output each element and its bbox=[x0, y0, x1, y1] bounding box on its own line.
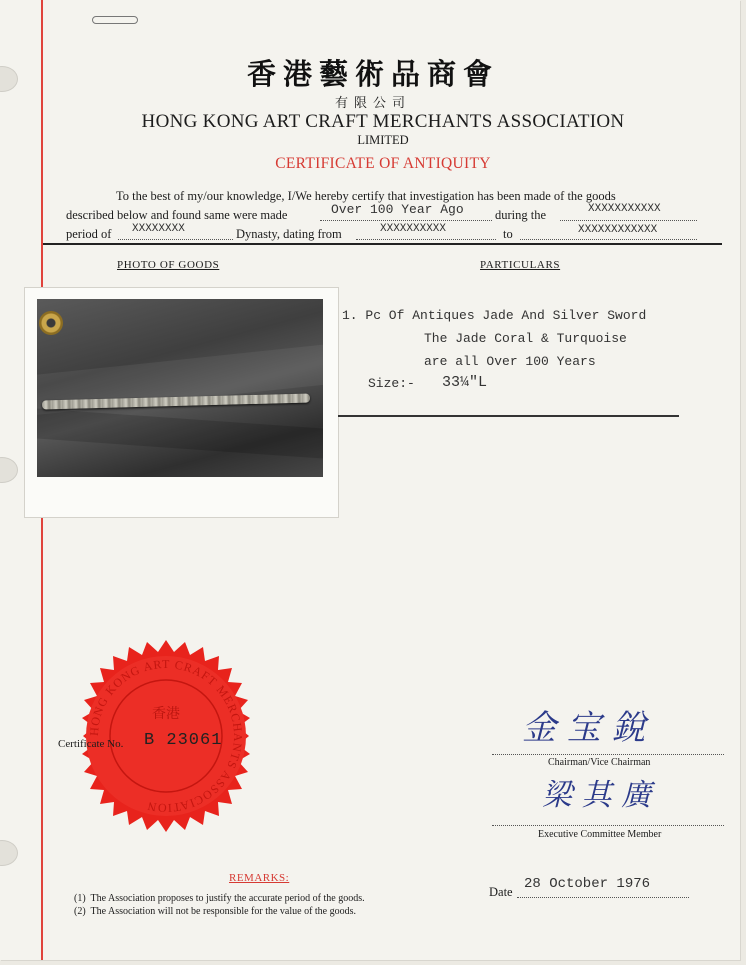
remark-number: (1) bbox=[74, 893, 86, 904]
period-field-line bbox=[118, 239, 233, 240]
statement-line-2-during: during the bbox=[495, 208, 547, 222]
chairman-signature-line bbox=[492, 754, 724, 755]
remark-number: (2) bbox=[74, 906, 86, 917]
statement-line-3-prefix: period of bbox=[66, 227, 112, 241]
to-field-line bbox=[520, 239, 697, 240]
from-field-line bbox=[356, 239, 496, 240]
seal-ring-text: HONG KONG ART CRAFT MERCHANTS ASSOCIATION bbox=[86, 656, 246, 816]
period-value: XXXXXXXX bbox=[132, 223, 185, 235]
made-value: Over 100 Year Ago bbox=[331, 202, 464, 217]
date-label: Date bbox=[489, 885, 513, 899]
statement-line-2-prefix: described below and found same were made bbox=[66, 208, 288, 222]
seal-center-text: 香港 bbox=[152, 706, 180, 722]
particulars-heading: PARTICULARS bbox=[480, 259, 561, 271]
particulars-line-3: are all Over 100 Years bbox=[424, 354, 596, 369]
statement-line-1: To the best of my/our knowledge, I/We hereby certify that investigation has been made of the goods bbox=[116, 189, 616, 203]
remark-item bbox=[74, 893, 365, 904]
chinese-title: 香港藝術品商會 bbox=[246, 57, 499, 91]
photo-heading: PHOTO OF GOODS bbox=[117, 259, 220, 271]
chairman-title: Chairman/Vice Chairman bbox=[548, 757, 651, 768]
goods-photo bbox=[37, 299, 323, 477]
remark-item bbox=[74, 906, 356, 917]
from-value: XXXXXXXXXX bbox=[380, 223, 447, 235]
remark-text: The Association will not be responsible for the value of the goods. bbox=[90, 906, 357, 917]
statement-line-3-dynasty: Dynasty, dating from bbox=[236, 227, 342, 241]
association-name: HONG KONG ART CRAFT MERCHANTS ASSOCIATION bbox=[141, 111, 625, 132]
chinese-subtitle: 有限公司 bbox=[334, 96, 411, 111]
made-field-line bbox=[320, 220, 492, 221]
certificate-title: CERTIFICATE OF ANTIQUITY bbox=[275, 155, 491, 172]
remarks-title: REMARKS: bbox=[229, 872, 290, 884]
statement-line-3-to: to bbox=[503, 227, 513, 241]
punch-hole bbox=[0, 457, 18, 483]
cloth-fold bbox=[37, 408, 323, 460]
remark-text: The Association proposes to justify the accurate period of the goods. bbox=[90, 893, 365, 904]
certificate-number-label: Certificate No. bbox=[58, 738, 124, 750]
to-value: XXXXXXXXXXXX bbox=[578, 224, 658, 236]
size-value: 33¼"L bbox=[442, 374, 488, 391]
during-field-line bbox=[560, 220, 697, 221]
certificate-number: B 23061 bbox=[144, 731, 223, 750]
member-signature-line bbox=[492, 825, 724, 826]
punch-hole bbox=[0, 840, 18, 866]
member-title: Executive Committee Member bbox=[538, 829, 662, 840]
date-field-line bbox=[517, 897, 689, 898]
grommet-icon bbox=[39, 311, 63, 335]
section-divider bbox=[43, 243, 722, 245]
chairman-signature: 金 宝 銳 bbox=[522, 708, 646, 748]
size-label: Size:- bbox=[368, 376, 415, 391]
particulars-line-1: 1. Pc Of Antiques Jade And Silver Sword bbox=[342, 308, 647, 323]
date-value: 28 October 1976 bbox=[524, 876, 651, 892]
particulars-line-2: The Jade Coral & Turquoise bbox=[424, 331, 627, 346]
member-signature: 梁 其 廣 bbox=[542, 778, 652, 813]
during-value: XXXXXXXXXXX bbox=[588, 203, 661, 215]
staple-mark bbox=[92, 16, 138, 24]
particulars-divider bbox=[338, 415, 679, 417]
limited-label: LIMITED bbox=[357, 133, 409, 147]
